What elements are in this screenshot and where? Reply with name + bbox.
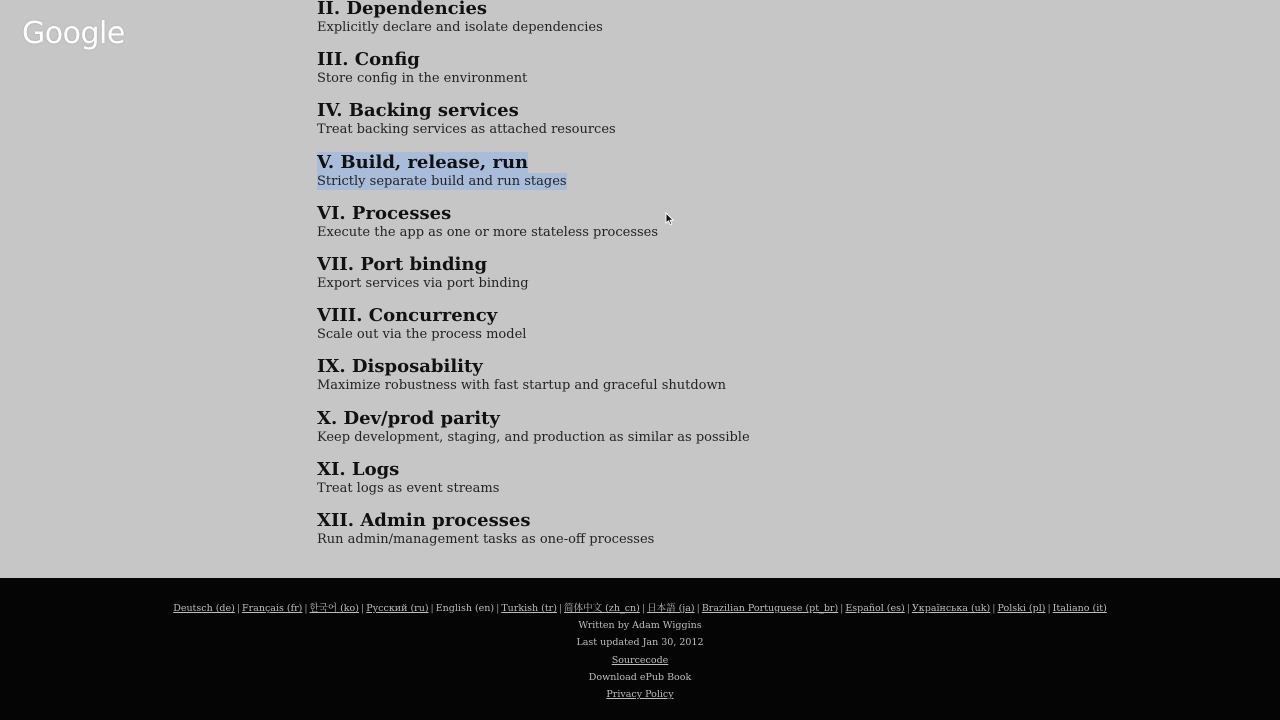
- footer: [0, 578, 1280, 720]
- separator: |: [992, 603, 996, 614]
- factor-item[interactable]: [317, 0, 1117, 43]
- factor-title[interactable]: X. Dev/prod parity: [317, 407, 500, 429]
- factor-item[interactable]: [317, 299, 1117, 350]
- language-link[interactable]: 日本語 (ja): [647, 603, 695, 614]
- factor-description: Maximize robustness with fast startup and graceful shutdown: [317, 378, 726, 394]
- google-logo: Google: [22, 16, 125, 51]
- factor-item[interactable]: [317, 197, 1117, 248]
- factor-item[interactable]: [317, 350, 1117, 401]
- separator: |: [906, 603, 910, 614]
- language-link[interactable]: Русский (ru): [366, 603, 429, 614]
- separator: |: [696, 603, 700, 614]
- separator: |: [236, 603, 241, 614]
- factor-item[interactable]: [317, 504, 1117, 555]
- factor-description: Scale out via the process model: [317, 327, 527, 343]
- language-link[interactable]: Brazilian Portuguese (pt_br): [701, 603, 839, 614]
- last-updated: Last updated Jan 30, 2012: [576, 637, 704, 648]
- factor-item[interactable]: [317, 453, 1117, 504]
- factor-title[interactable]: IV. Backing services: [317, 100, 519, 122]
- language-links: [0, 603, 1280, 615]
- language-link[interactable]: Deutsch (de): [173, 603, 235, 614]
- factor-title[interactable]: IX. Disposability: [317, 356, 483, 378]
- privacy-policy-link[interactable]: Privacy Policy: [606, 689, 674, 700]
- author-credit: Written by Adam Wiggins: [578, 620, 702, 631]
- separator: |: [1047, 603, 1051, 614]
- factor-title[interactable]: V. Build, release, run: [317, 151, 529, 173]
- factor-title[interactable]: VIII. Concurrency: [317, 305, 498, 327]
- factor-description: Explicitly declare and isolate dependencies: [317, 20, 603, 35]
- factor-description: Execute the app as one or more stateless processes: [317, 224, 659, 240]
- factor-description: Treat logs as event streams: [317, 480, 500, 496]
- factor-description: Keep development, staging, and production as similar as possible: [317, 429, 750, 445]
- language-link[interactable]: Turkish (tr): [501, 603, 557, 614]
- language-link[interactable]: Français (fr): [242, 603, 303, 614]
- language-current: English (en): [435, 603, 495, 614]
- factor-title[interactable]: VII. Port binding: [317, 253, 488, 275]
- separator: |: [558, 603, 563, 614]
- factor-item[interactable]: [317, 43, 1117, 94]
- language-link[interactable]: 한국어 (ko): [309, 603, 359, 614]
- factor-description: Store config in the environment: [317, 71, 528, 87]
- factor-title[interactable]: XII. Admin processes: [317, 509, 531, 531]
- factor-title[interactable]: XI. Logs: [317, 458, 400, 480]
- factor-title[interactable]: II. Dependencies: [317, 0, 488, 19]
- factor-item[interactable]: [317, 248, 1117, 299]
- separator: |: [641, 603, 646, 614]
- factor-item[interactable]: [317, 146, 1117, 197]
- separator: |: [430, 603, 434, 614]
- factor-title[interactable]: III. Config: [317, 49, 420, 71]
- separator: |: [304, 603, 308, 614]
- factor-item[interactable]: [317, 402, 1117, 453]
- factor-title[interactable]: VI. Processes: [317, 202, 452, 224]
- factor-item[interactable]: [317, 94, 1117, 145]
- language-link[interactable]: Polski (pl): [997, 603, 1046, 614]
- factor-description: Export services via port binding: [317, 275, 529, 291]
- epub-download-link[interactable]: Download ePub Book: [588, 672, 692, 683]
- separator: |: [496, 603, 500, 614]
- factor-description: Run admin/management tasks as one-off processes: [317, 531, 655, 547]
- factor-description: Treat backing services as attached resources: [317, 122, 616, 138]
- separator: |: [361, 603, 365, 614]
- separator: |: [840, 603, 844, 614]
- language-link[interactable]: Українська (uk): [911, 603, 991, 614]
- language-link[interactable]: 简体中文 (zh_cn): [564, 603, 640, 614]
- language-link[interactable]: Italiano (it): [1052, 603, 1107, 614]
- factor-description: Strictly separate build and run stages: [317, 173, 567, 189]
- language-link[interactable]: Español (es): [845, 603, 905, 614]
- factor-list: [317, 0, 1117, 555]
- sourcecode-link[interactable]: Sourcecode: [611, 655, 669, 666]
